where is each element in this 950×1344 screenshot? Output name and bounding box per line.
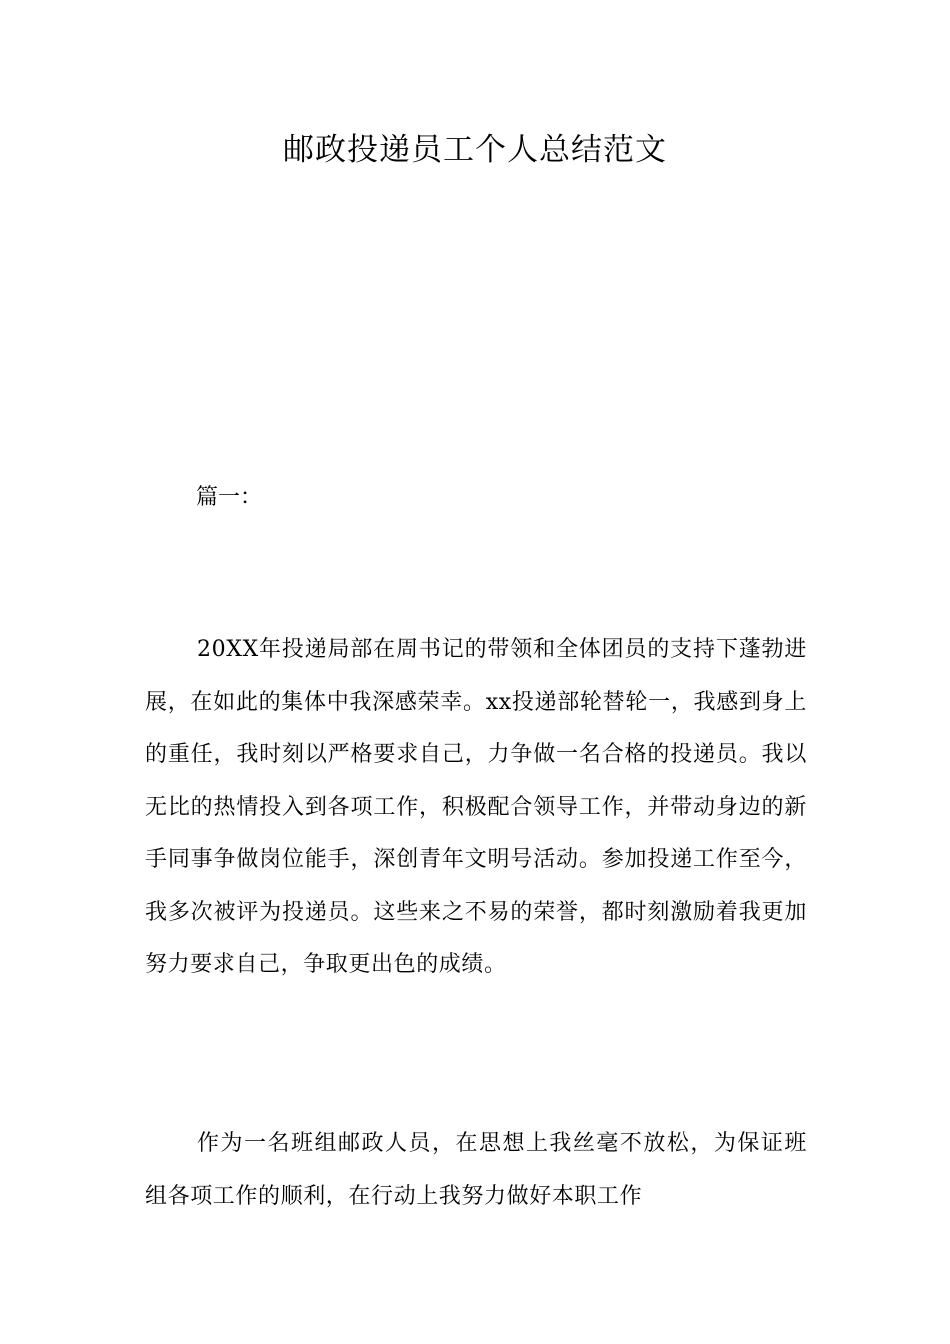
body-paragraph-2: 作为一名班组邮政人员，在思想上我丝毫不放松，为保证班组各项工作的顺利，在行动上我努力做好本职工作 — [145, 1131, 807, 1209]
document-title: 邮政投递员工个人总结范文 — [283, 132, 667, 168]
section-heading: 篇一： — [196, 485, 263, 510]
body-paragraph-1: 20XX年投递局部在周书记的带领和全体团员的支持下蓬勃进展，在如此的集体中我深感荣幸。xx投递部轮替轮一，我感到身上的重任，我时刻以严格要求自己，力争做一名合格的投递员。我以无比的热情投入到各项工作，积极配合领导工作，并带动身边的新手同事争做岗位能手，深创青年文明号活动。参加投递工作至今，我多次被评为投递员。这些来之不易的荣誉，都时刻激励着我更加努力要求自己，争取更出色的成绩。 — [145, 637, 807, 977]
